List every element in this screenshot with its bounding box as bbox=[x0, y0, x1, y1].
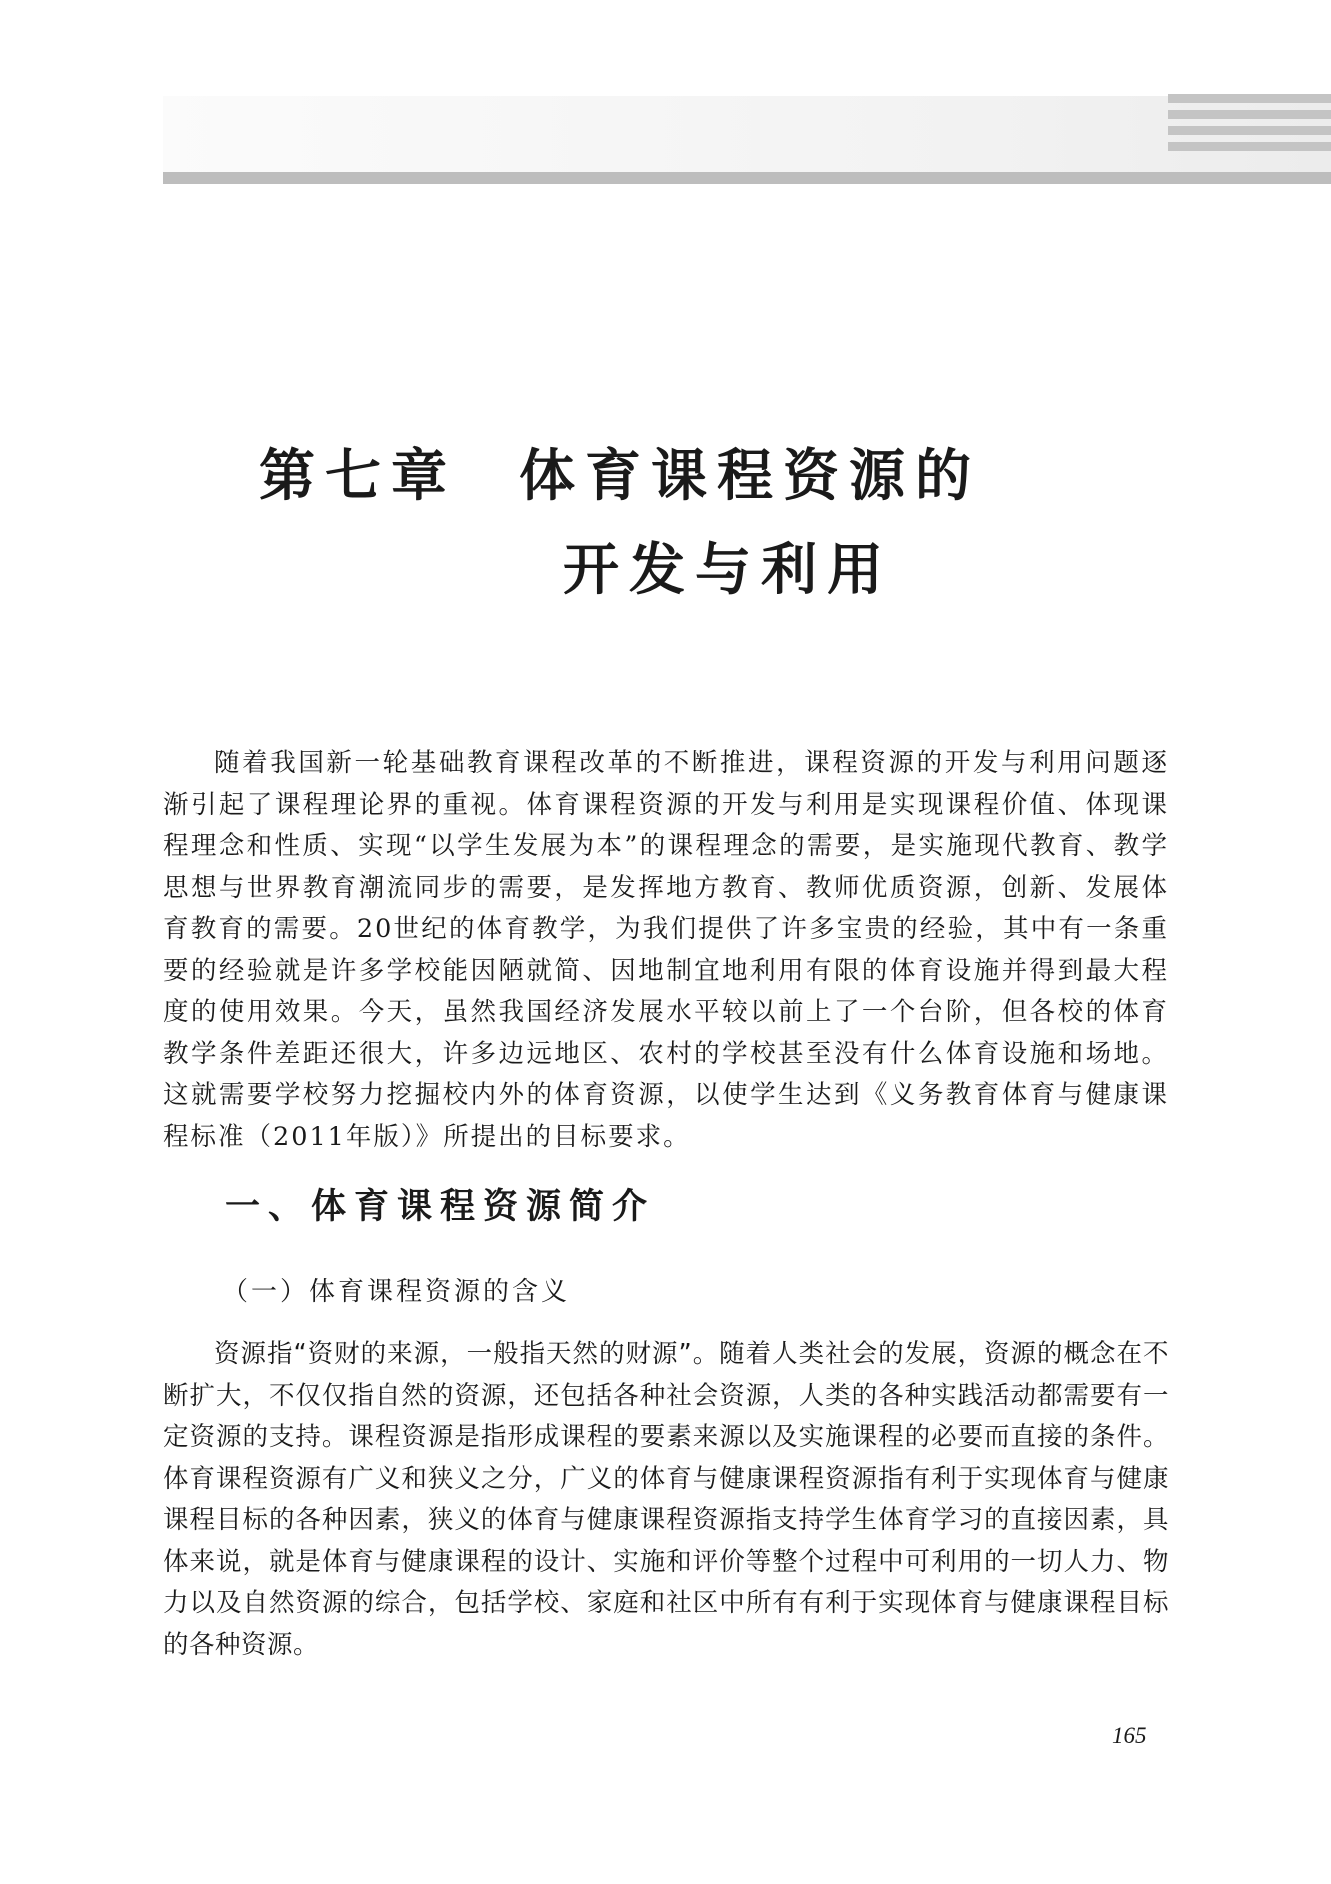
chapter-number-label: 第七章 bbox=[259, 443, 457, 509]
chapter-title-line2: 开发与利用 bbox=[563, 537, 893, 603]
chapter-title-line1: 体育课程资源的 bbox=[519, 443, 981, 509]
subsection-heading: （一）体育课程资源的含义 bbox=[222, 1277, 571, 1307]
chapter-title bbox=[259, 443, 981, 509]
header-stripes-decoration bbox=[1168, 94, 1331, 164]
definition-paragraph: 资源指“资财的来源，一般指天然的财源”。随着人类社会的发展，资源的概念在不断扩大，不仅仅指自然的资源，还包括各种社会资源，人类的各种实践活动都需要有一定资源的支持。课程资源是指形成课程的要素来源以及实施课程的必要而直接的条件。体育课程资源有广义和狭义之分，广义的体育与健康课程资源指有利于实现体育与健康课程目标的各种因素，狭义的体育与健康课程资源指支持学生体育学习的直接因素，具体来说，就是体育与健康课程的设计、实施和评价等整个过程中可利用的一切人力、物力以及自然资源的综合，包括学校、家庭和社区中所有有利于实现体育与健康课程目标的各种资源。 bbox=[163, 1339, 1169, 1660]
header-rule bbox=[163, 172, 1331, 184]
header-band bbox=[163, 96, 1331, 174]
intro-paragraph: 随着我国新一轮基础教育课程改革的不断推进，课程资源的开发与利用问题逐渐引起了课程理论界的重视。体育课程资源的开发与利用是实现课程价值、体现课程理念和性质、实现“以学生发展为本”的课程理念的需要，是实施现代教育、教学思想与世界教育潮流同步的需要，是发挥地方教育、教师优质资源，创新、发展体育教育的需要。20世纪的体育教学，为我们提供了许多宝贵的经验，其中有一条重要的经验就是许多学校能因陋就简、因地制宜地利用有限的体育设施并得到最大程度的使用效果。今天，虽然我国经济发展水平较以前上了一个台阶，但各校的体育教学条件差距还很大，许多边远地区、农村的学校甚至没有什么体育设施和场地。这就需要学校努力挖掘校内外的体育资源，以使学生达到《义务教育体育与健康课程标准（2011年版）》所提出的目标要求。 bbox=[163, 748, 1169, 1152]
page-number: 165 bbox=[1112, 1723, 1147, 1748]
section-heading: 一、体育课程资源简介 bbox=[225, 1186, 656, 1227]
